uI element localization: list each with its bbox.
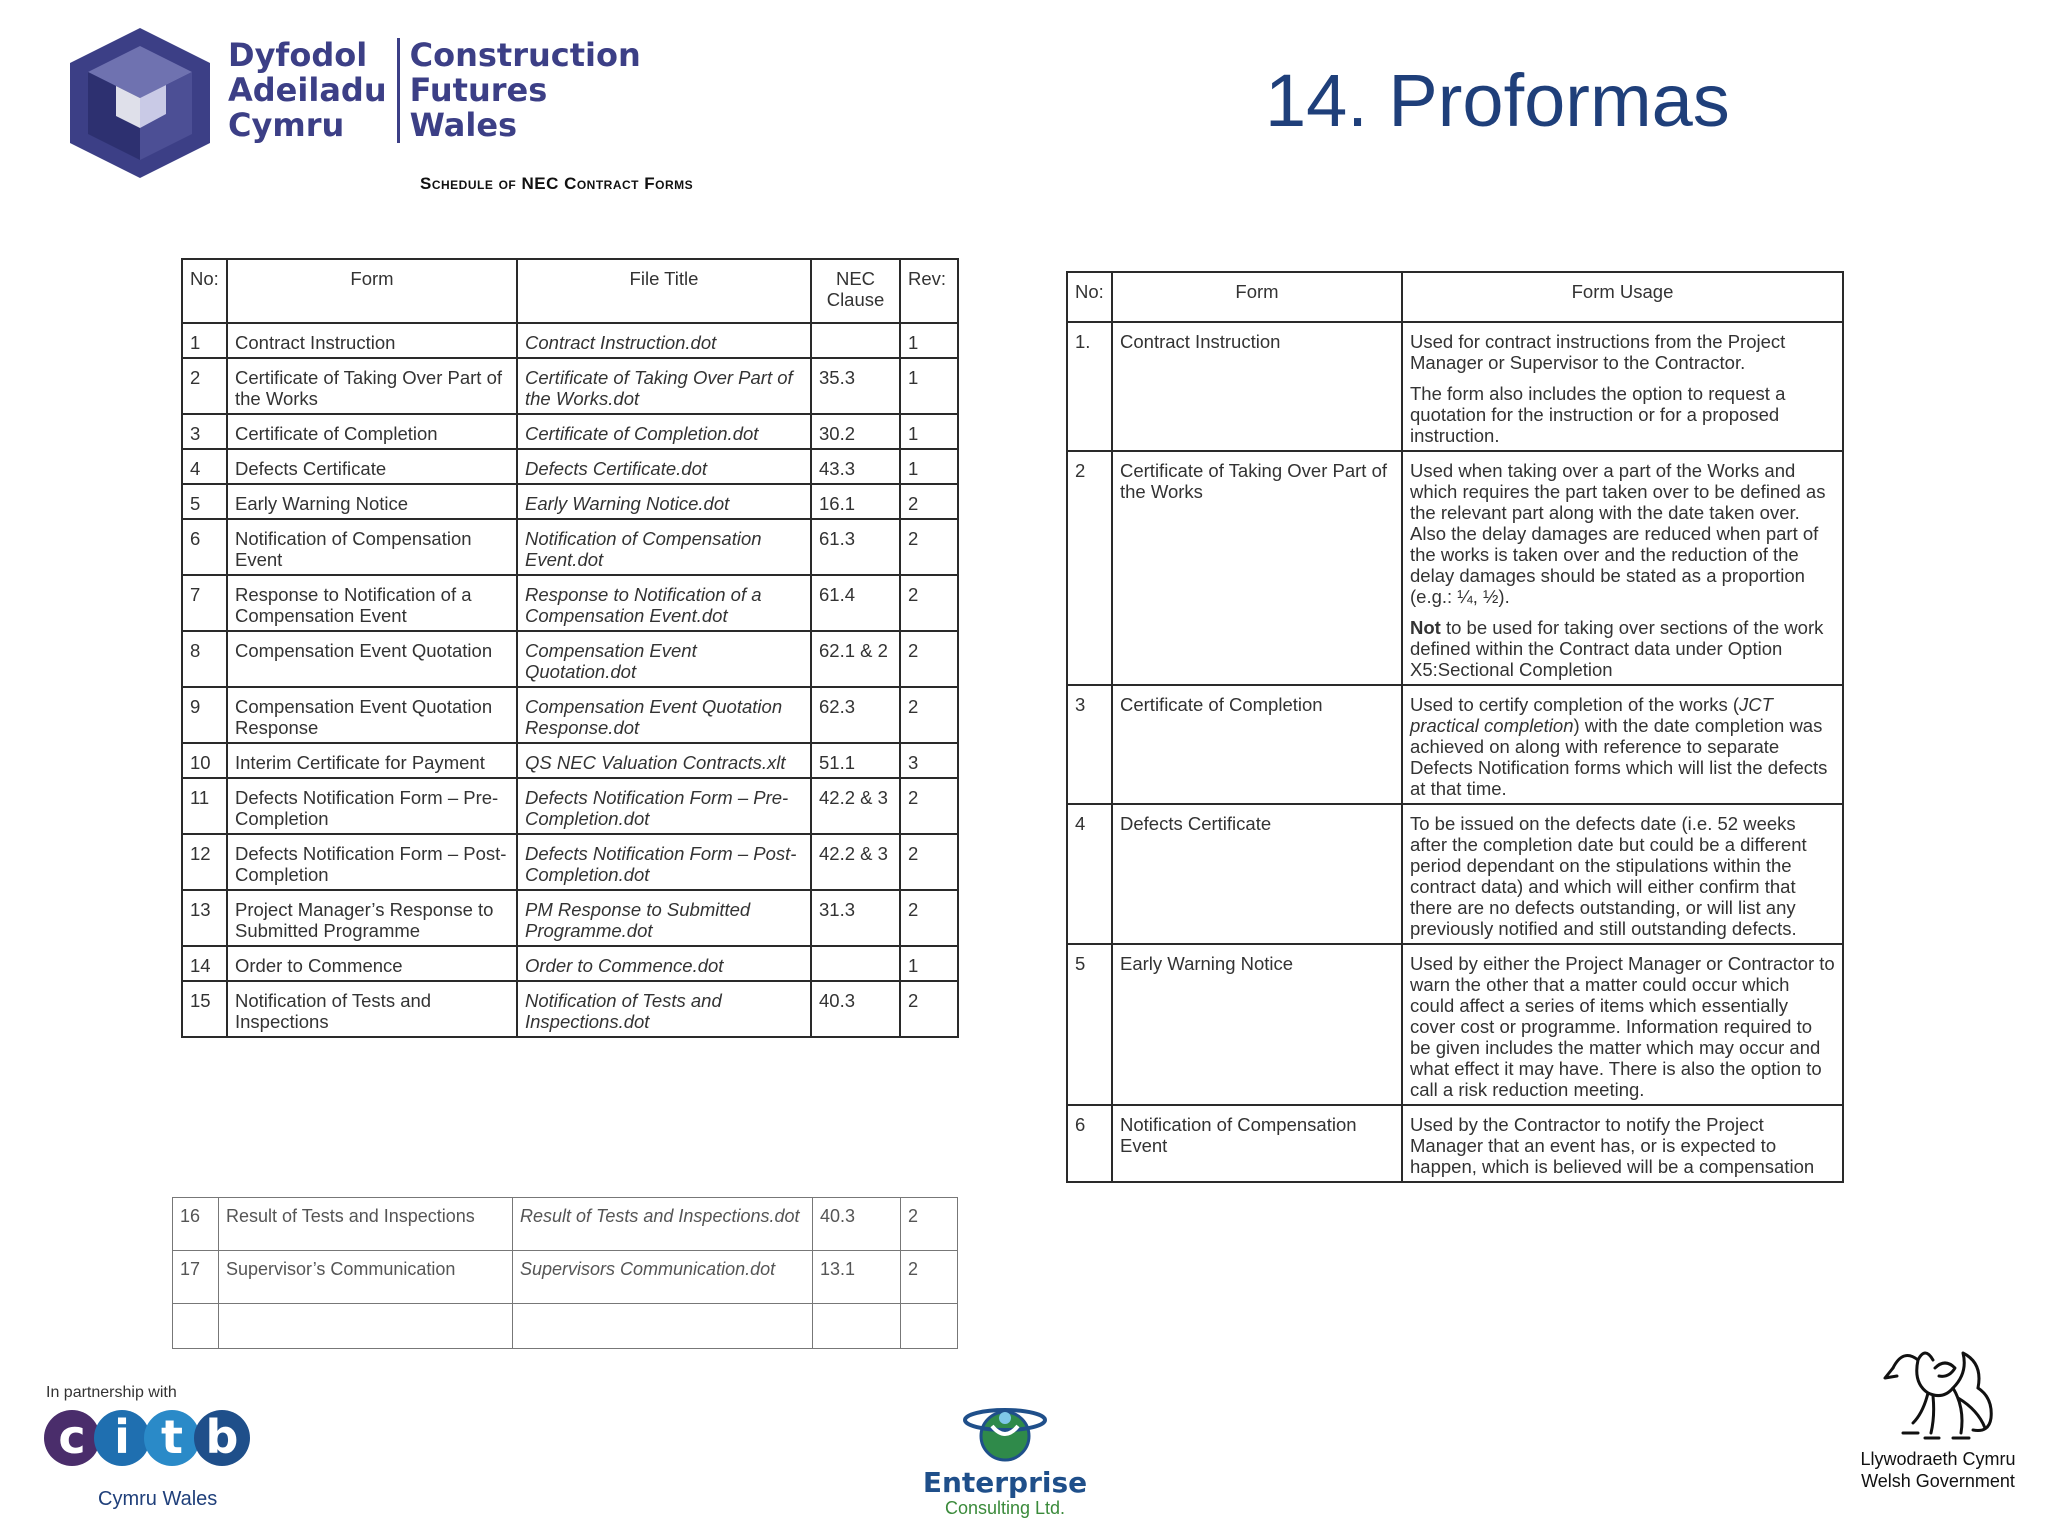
cell-rev: 2	[900, 575, 958, 631]
table-row	[182, 414, 958, 449]
cell-form: Compensation Event Quotation Response	[227, 687, 517, 743]
cell-form: Compensation Event Quotation	[227, 631, 517, 687]
cell-no: 10	[182, 743, 227, 778]
cell-nec-clause: 62.1 & 2	[811, 631, 900, 687]
dragon-icon	[1873, 1338, 2003, 1448]
usage-paragraph: The form also includes the option to request a quotation for the instruction or for a proposed instruction.	[1410, 383, 1786, 446]
cell-form: Result of Tests and Inspections	[219, 1198, 513, 1251]
table-header-row	[1067, 272, 1843, 322]
cell-nec-clause	[811, 323, 900, 358]
citb-letter: t	[144, 1410, 200, 1466]
cell-nec-clause: 35.3	[811, 358, 900, 414]
table-row	[173, 1198, 958, 1251]
table-row	[182, 631, 958, 687]
cell-file-title: Contract Instruction.dot	[517, 323, 811, 358]
cell-no: 1.	[1067, 322, 1112, 451]
globe-icon	[960, 1398, 1050, 1468]
cell-nec-clause: 61.4	[811, 575, 900, 631]
form-usage-table	[1066, 271, 1844, 1183]
cell-nec-clause: 42.2 & 3	[811, 778, 900, 834]
cell-no: 16	[173, 1198, 219, 1251]
cell-no: 7	[182, 575, 227, 631]
cell-file-title: Defects Certificate.dot	[517, 449, 811, 484]
cell-file-title: Supervisors Communication.dot	[513, 1251, 813, 1304]
partnership-label: In partnership with	[46, 1384, 177, 1401]
cell-no: 4	[1067, 804, 1112, 944]
table-row	[182, 484, 958, 519]
cell-rev: 1	[900, 449, 958, 484]
col-header-nec-clause: NEC Clause	[811, 259, 900, 323]
col-header-file-title: File Title	[517, 259, 811, 323]
cell-form: Response to Notification of a Compensation Event	[227, 575, 517, 631]
table-row	[1067, 451, 1843, 685]
forms-schedule-body	[182, 323, 958, 1037]
cell-form: Defects Certificate	[227, 449, 517, 484]
cell-rev: 1	[900, 946, 958, 981]
usage-paragraph: Used by either the Project Manager or Contractor to warn the other that a matter could occur which could affect a series of items which essentially cover cost or programme. Information required to be given includes the matter which may occur and what effect it may have. There is also the option to call a risk reduction meeting.	[1410, 953, 1835, 1100]
table-row	[182, 834, 958, 890]
cell-no: 3	[182, 414, 227, 449]
enterprise-name: Enterprise	[922, 1466, 1088, 1499]
logo-text	[228, 38, 641, 143]
cell-rev: 3	[900, 743, 958, 778]
empty-cell	[173, 1304, 219, 1349]
cell-file-title: Defects Notification Form – Pre-Completion.dot	[517, 778, 811, 834]
cell-usage	[1402, 322, 1843, 451]
welsh-gov-line: Welsh Government	[1861, 1471, 2015, 1491]
cell-file-title: Notification of Compensation Event.dot	[517, 519, 811, 575]
document-heading: Schedule of NEC Contract Forms	[420, 174, 694, 193]
cell-form: Early Warning Notice	[227, 484, 517, 519]
table-row	[182, 519, 958, 575]
usage-text: ) with the date completion was achieved on along with reference to separate Defects Notification forms which will list the defects at that time.	[1410, 715, 1828, 799]
welsh-government-logo	[1838, 1338, 2038, 1508]
cell-file-title: QS NEC Valuation Contracts.xlt	[517, 743, 811, 778]
cell-file-title: Notification of Tests and Inspections.dot	[517, 981, 811, 1037]
cell-nec-clause: 31.3	[811, 890, 900, 946]
cell-form: Certificate of Taking Over Part of the Works	[1112, 451, 1402, 685]
table-row	[173, 1251, 958, 1304]
logo-line: Futures	[409, 71, 548, 109]
table-row	[1067, 322, 1843, 451]
cell-rev: 2	[900, 519, 958, 575]
cell-rev: 1	[900, 323, 958, 358]
cell-nec-clause: 43.3	[811, 449, 900, 484]
cell-usage	[1402, 1105, 1843, 1182]
cell-no: 2	[182, 358, 227, 414]
citb-letter: b	[194, 1410, 250, 1466]
empty-cell	[901, 1304, 958, 1349]
cell-nec-clause: 40.3	[813, 1198, 901, 1251]
usage-paragraph	[1410, 694, 1835, 799]
cell-form: Contract Instruction	[227, 323, 517, 358]
cell-usage	[1402, 804, 1843, 944]
cell-no: 3	[1067, 685, 1112, 804]
usage-paragraph: To be issued on the defects date (i.e. 52 weeks after the completion date but could be a different period dependant on the stipulations within the contract data) and which will either confirm that there are no defects outstanding, or will list any previously notified and still outstanding defects.	[1410, 813, 1807, 939]
table-header-row	[182, 259, 958, 323]
citb-letter: c	[44, 1410, 100, 1466]
cell-file-title: Certificate of Taking Over Part of the Works.dot	[517, 358, 811, 414]
logo-line: Dyfodol	[228, 36, 368, 74]
cell-file-title: Response to Notification of a Compensation Event.dot	[517, 575, 811, 631]
empty-cell	[513, 1304, 813, 1349]
cell-no: 15	[182, 981, 227, 1037]
citb-logo	[44, 1384, 254, 1524]
cell-form: Interim Certificate for Payment	[227, 743, 517, 778]
table-row	[182, 743, 958, 778]
cell-rev: 2	[900, 687, 958, 743]
table-row	[1067, 685, 1843, 804]
logo-line: Cymru	[228, 106, 345, 144]
cell-file-title: Defects Notification Form – Post-Completion.dot	[517, 834, 811, 890]
usage-paragraph	[1410, 617, 1835, 680]
enterprise-subtitle: Consulting Ltd.	[944, 1498, 1066, 1518]
table-row	[182, 687, 958, 743]
cell-form: Project Manager’s Response to Submitted Programme	[227, 890, 517, 946]
cell-rev: 2	[900, 631, 958, 687]
logo-line: Wales	[409, 106, 518, 144]
cell-nec-clause: 16.1	[811, 484, 900, 519]
cell-usage	[1402, 451, 1843, 685]
cell-file-title: Compensation Event Quotation Response.dot	[517, 687, 811, 743]
enterprise-consulting-logo	[905, 1398, 1105, 1528]
cell-file-title: Early Warning Notice.dot	[517, 484, 811, 519]
logo-english-column	[400, 38, 641, 143]
cell-nec-clause: 13.1	[813, 1251, 901, 1304]
col-header-no: No:	[1067, 272, 1112, 322]
logo-welsh-column	[228, 38, 400, 143]
cell-rev: 2	[900, 778, 958, 834]
cell-form: Certificate of Completion	[227, 414, 517, 449]
cell-form: Certificate of Completion	[1112, 685, 1402, 804]
cell-rev: 2	[900, 484, 958, 519]
usage-paragraph: Used when taking over a part of the Works and which requires the part taken over to be defined as the relevant part along with the date taken over. Also the delay damages are reduced when part of the works is taken over and the reduction of the delay damages should be stated as a proportion (e.g.: ¼, ½).	[1410, 460, 1826, 607]
cell-no: 4	[182, 449, 227, 484]
cell-no: 5	[182, 484, 227, 519]
forms-schedule-table	[181, 258, 959, 1038]
citb-subtitle: Cymru Wales	[98, 1488, 218, 1510]
table-row	[1067, 804, 1843, 944]
usage-bold: Not	[1410, 617, 1441, 638]
construction-futures-wales-logo	[70, 28, 641, 178]
cell-usage	[1402, 944, 1843, 1105]
cell-no: 13	[182, 890, 227, 946]
cell-file-title: Order to Commence.dot	[517, 946, 811, 981]
cell-form: Notification of Compensation Event	[1112, 1105, 1402, 1182]
cell-no: 1	[182, 323, 227, 358]
cube-logo-icon	[70, 28, 210, 178]
empty-cell	[219, 1304, 513, 1349]
cell-form: Defects Certificate	[1112, 804, 1402, 944]
usage-paragraph: Used by the Contractor to notify the Project Manager that an event has, or is expected to happen, which is believed will be a compensation	[1410, 1114, 1815, 1177]
col-header-form-usage: Form Usage	[1402, 272, 1843, 322]
cell-form: Defects Notification Form – Post-Completion	[227, 834, 517, 890]
slide-title: 14. Proformas	[1265, 59, 1730, 142]
cell-no: 14	[182, 946, 227, 981]
table-row	[182, 358, 958, 414]
usage-text: to be used for taking over sections of the work defined within the Contract data under Option X5:Sectional Completion	[1410, 617, 1824, 680]
col-header-form: Form	[1112, 272, 1402, 322]
cell-no: 2	[1067, 451, 1112, 685]
table-row	[182, 778, 958, 834]
cell-usage	[1402, 685, 1843, 804]
cell-rev: 2	[901, 1198, 958, 1251]
cell-no: 5	[1067, 944, 1112, 1105]
cell-no: 9	[182, 687, 227, 743]
table-row	[182, 449, 958, 484]
cell-rev: 2	[901, 1251, 958, 1304]
table-row	[182, 946, 958, 981]
table-row	[1067, 944, 1843, 1105]
col-header-rev: Rev:	[900, 259, 958, 323]
empty-cell	[813, 1304, 901, 1349]
usage-paragraph: Used for contract instructions from the Project Manager or Supervisor to the Contractor.	[1410, 331, 1786, 373]
welsh-gov-line: Llywodraeth Cymru	[1860, 1449, 2016, 1469]
table-row	[1067, 1105, 1843, 1182]
cell-file-title: Compensation Event Quotation.dot	[517, 631, 811, 687]
cell-form: Contract Instruction	[1112, 322, 1402, 451]
continuation-body	[173, 1198, 958, 1349]
cell-nec-clause: 61.3	[811, 519, 900, 575]
cell-nec-clause: 30.2	[811, 414, 900, 449]
forms-schedule-continuation-table	[172, 1197, 958, 1349]
cell-nec-clause: 42.2 & 3	[811, 834, 900, 890]
citb-letters	[44, 1410, 244, 1466]
cell-no: 17	[173, 1251, 219, 1304]
cell-nec-clause: 62.3	[811, 687, 900, 743]
cell-no: 8	[182, 631, 227, 687]
cell-no: 6	[1067, 1105, 1112, 1182]
cell-file-title: Certificate of Completion.dot	[517, 414, 811, 449]
cell-rev: 1	[900, 358, 958, 414]
cell-form: Notification of Compensation Event	[227, 519, 517, 575]
cell-form: Certificate of Taking Over Part of the Works	[227, 358, 517, 414]
cell-rev: 2	[900, 981, 958, 1037]
cell-nec-clause	[811, 946, 900, 981]
cell-no: 12	[182, 834, 227, 890]
table-row	[182, 323, 958, 358]
usage-italic: JCT practical completion	[1410, 694, 1773, 736]
col-header-form: Form	[227, 259, 517, 323]
cell-nec-clause: 51.1	[811, 743, 900, 778]
cell-no: 6	[182, 519, 227, 575]
table-row	[182, 981, 958, 1037]
cell-file-title: Result of Tests and Inspections.dot	[513, 1198, 813, 1251]
logo-line: Adeiladu	[228, 71, 387, 109]
cell-form: Defects Notification Form – Pre-Completion	[227, 778, 517, 834]
empty-table-row	[173, 1304, 958, 1349]
cell-rev: 2	[900, 834, 958, 890]
col-header-no: No:	[182, 259, 227, 323]
cell-nec-clause: 40.3	[811, 981, 900, 1037]
cell-form: Supervisor’s Communication	[219, 1251, 513, 1304]
cell-no: 11	[182, 778, 227, 834]
cell-form: Order to Commence	[227, 946, 517, 981]
table-row	[182, 890, 958, 946]
citb-letter: i	[94, 1410, 150, 1466]
cell-form: Early Warning Notice	[1112, 944, 1402, 1105]
table-row	[182, 575, 958, 631]
cell-file-title: PM Response to Submitted Programme.dot	[517, 890, 811, 946]
usage-text: Used to certify completion of the works (	[1410, 694, 1740, 715]
logo-line: Construction	[409, 36, 641, 74]
cell-form: Notification of Tests and Inspections	[227, 981, 517, 1037]
cell-rev: 2	[900, 890, 958, 946]
cell-rev: 1	[900, 414, 958, 449]
